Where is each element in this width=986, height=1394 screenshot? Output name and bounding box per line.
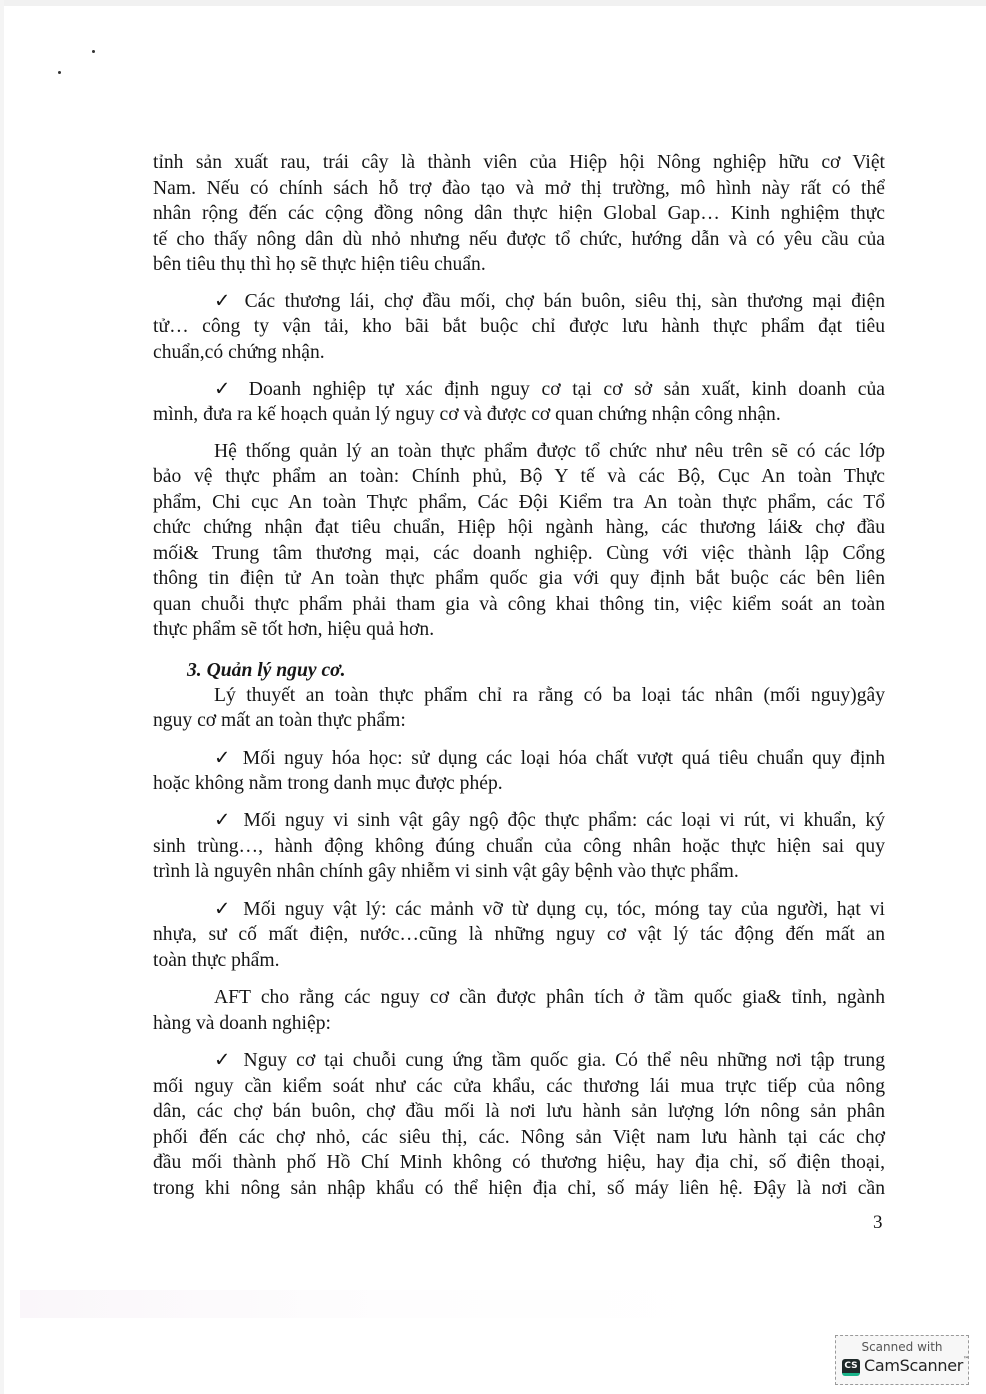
text-line: chuẩn,có chứng nhận. xyxy=(153,342,325,363)
text-line: tế cho thấy nông dân dù nhỏ nhưng nếu được tổ chức, hướng dẫn và có yêu cầu của xyxy=(153,229,885,250)
text-line: thông tin điện tử An toàn thực phẩm quốc gia với quy định bắt buộc các bên liên xyxy=(153,568,885,589)
text-line: trình là nguyên nhân chính gây nhiễm vi sinh vật gây bệnh vào thực phẩm. xyxy=(153,861,739,882)
text-line: tỉnh sản xuất rau, trái cây là thành viên của Hiệp hội Nông nghiệp hữu cơ Việt xyxy=(153,152,885,173)
text-line: phối đến các chợ nhỏ, các siêu thị, các. Nông sản Việt nam lưu hành tại các chợ xyxy=(153,1127,885,1148)
text-line: ✓ Nguy cơ tại chuỗi cung ứng tầm quốc gia. Có thể nêu những nơi tập trung xyxy=(214,1050,885,1071)
text-line: ✓ Mối nguy vi sinh vật gây ngộ độc thực phẩm: các loại vi rút, vi khuẩn, ký xyxy=(214,810,885,831)
scan-speck xyxy=(58,71,61,74)
text-line: thực phẩm sẽ tốt hơn, hiệu quả hơn. xyxy=(153,619,435,640)
camscanner-watermark xyxy=(835,1335,969,1385)
text-line: toàn thực phẩm. xyxy=(153,950,280,971)
text-line: ✓ Mối nguy vật lý: các mảnh vỡ từ dụng cụ, tóc, móng tay của người, hạt vi xyxy=(214,899,885,920)
text-line: trong khi nông sản nhập khẩu có thể hiện địa chỉ, số máy liên hệ. Đậy là nơi cần xyxy=(153,1178,885,1199)
text-line: mối nguy cần kiểm soát như các cửa khẩu, các thương lái mua trực tiếp của nông xyxy=(153,1076,885,1097)
text-line: bảo vệ thực phẩm an toàn: Chính phủ, Bộ Y tế và các Bộ, Cục An toàn Thực xyxy=(153,466,885,487)
text-line: chức chứng nhận đạt tiêu chuẩn, Hiệp hội ngành hàng, các thương lái& chợ đầu xyxy=(153,517,885,538)
text-line: hàng và doanh nghiệp: xyxy=(153,1013,331,1034)
page-number: 3 xyxy=(873,1212,883,1233)
camscanner-logo-icon: CS xyxy=(842,1359,860,1376)
watermark-brand-text: CamScanner xyxy=(864,1356,964,1375)
text-line: phẩm, Chi cục An toàn Thực phẩm, Các Đội Kiểm tra An toàn thực phẩm, các Tổ xyxy=(153,492,885,513)
text-line: Lý thuyết an toàn thực phẩm chỉ ra rằng có ba loại tác nhân (mối nguy)gây xyxy=(214,685,885,706)
scan-edge-left xyxy=(0,0,4,1394)
watermark-caption: Scanned with xyxy=(861,1340,943,1354)
scan-edge-top xyxy=(0,0,986,6)
text-line: mình, đưa ra kế hoạch quản lý nguy cơ và được cơ quan chứng nhận công nhận. xyxy=(153,404,781,425)
text-line: ✓ Mối nguy hóa học: sử dụng các loại hóa chất vượt quá tiêu chuẩn quy định xyxy=(214,748,885,769)
text-line: Nam. Nếu có chính sách hỗ trợ đào tạo và mở thị trường, mô hình này rất có thể xyxy=(153,178,885,199)
scan-artifact xyxy=(20,1290,720,1318)
text-line: dân, các chợ bán buôn, chợ đầu mối là nơi lưu hành sản lượng lớn nông sản phân xyxy=(153,1101,885,1122)
text-line: nhân rộng đến các cộng đồng nông dân thực hiện Global Gap… Kinh nghiệm thực xyxy=(153,203,885,224)
text-line: quan chuỗi thực phẩm phải tham gia và công khai thông tin, việc kiểm soát an toàn xyxy=(153,594,885,615)
text-line: mối& Trung tâm thương mại, các doanh nghiệp. Cùng với việc thành lập Cổng xyxy=(153,543,885,564)
text-line: ✓ Các thương lái, chợ đầu mối, chợ bán buôn, siêu thị, sàn thương mại điện xyxy=(214,291,885,312)
scan-speck xyxy=(92,50,95,53)
text-line: tử… công ty vận tải, kho bãi bắt buộc chỉ được lưu hành thực phẩm đạt tiêu xyxy=(153,316,885,337)
watermark-brand xyxy=(864,1356,969,1375)
text-line: nguy cơ mất an toàn thực phẩm: xyxy=(153,710,406,731)
text-line: bên tiêu thụ thì họ sẽ thực hiện tiêu chuẩn. xyxy=(153,254,486,275)
text-line: đầu mối thành phố Hồ Chí Minh không có thương hiệu, hay địa chỉ, số điện thoại, xyxy=(153,1152,885,1173)
text-line: nhựa, sư cố mất điện, nước…cũng là những nguy cơ vật lý tác động đến mất an xyxy=(153,924,885,945)
text-line: sinh trùng…, hành động không đúng chuẩn của công nhân hoặc thực hiện sai quy xyxy=(153,836,885,857)
text-line: Hệ thống quản lý an toàn thực phẩm được tổ chức như nêu trên sẽ có các lớp xyxy=(214,441,885,462)
text-line: ✓ Doanh nghiệp tự xác định nguy cơ tại cơ sở sản xuất, kinh doanh của xyxy=(214,379,885,400)
trademark-symbol: ™ xyxy=(963,1356,969,1363)
text-line: AFT cho rằng các nguy cơ cần được phân tích ở tầm quốc gia& tỉnh, ngành xyxy=(214,987,885,1008)
text-line: hoặc không nằm trong danh mục được phép. xyxy=(153,773,503,794)
section-heading: 3. Quản lý nguy cơ. xyxy=(187,660,346,681)
